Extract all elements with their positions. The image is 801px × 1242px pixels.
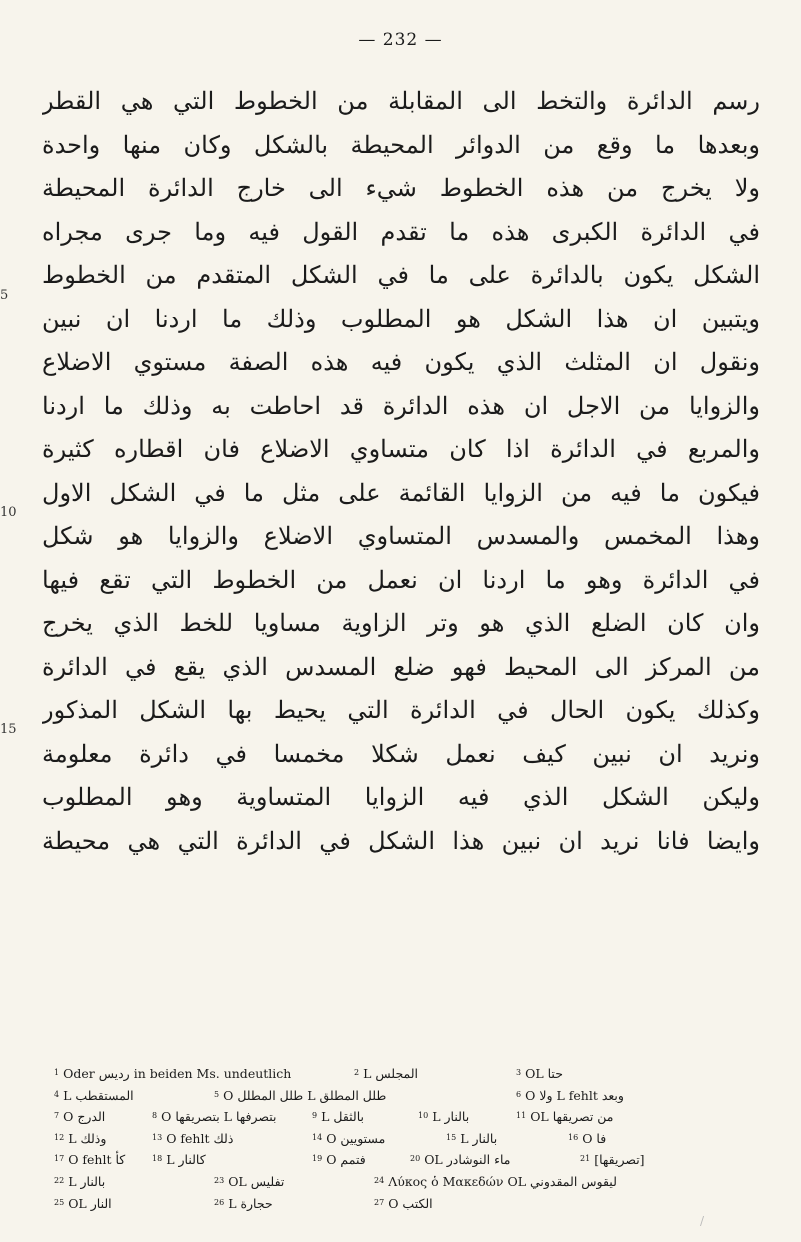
text-line: ﻓﻲ ﺍﻟﺪﺍﺋﺮﺓ ﺍﻟﻜﺒﺮﻯ ﻫﺬﻩ ﻣﺎ ﺗﻘﺪﻡ ﺍﻟﻘﻮﻝ ﻓﻴﻪ ﻭﻣﺎ ﺟﺮﻯ ﻣﺠﺮﺍﻩ bbox=[42, 217, 760, 246]
text-line: ﻭﺑﻌﺪﻫﺎ ﻣﺎ ﻭﻗﻊ ﻣﻦ ﺍﻟﺪﻭﺍﺋﺮ ﺍﻟﻤﺤﻴﻄﺔ ﺑﺎﻟﺸﻜﻞ ﻭﻛﺎﻥ ﻣﻨﻬﺎ ﻭﺍﺣﺪﺓ bbox=[42, 130, 760, 159]
footnote: $^{22}$ L ﺑﺎﻟﻨﺎﺭ bbox=[54, 1173, 106, 1189]
footnote: $^6$ O ﻭﻻ L fehlt ﻭﺑﻌﺪ bbox=[516, 1087, 624, 1103]
footnote: $^8$ O ﺑﺘﺼﺮﻳﻘﻬﺎ L ﺑﺘﺼﺮﻓﻬﺎ bbox=[152, 1109, 277, 1125]
footnote: $^{13}$ O fehlt ﺫﻟﻚ bbox=[152, 1130, 234, 1146]
footnote: $^{23}$ OL ﺗﻔﻠﻴﺲ bbox=[214, 1173, 285, 1189]
footnote: $^{11}$ OL ﻣﻦ ﺗﺼﺮﻳﻘﻬﺎ bbox=[516, 1109, 614, 1125]
footnote: $^9$ L ﺑﺎﻟﺜﻘﻞ bbox=[312, 1109, 365, 1125]
footnote: $^{26}$ L ﺣﺠﺎﺭﺓ bbox=[214, 1195, 273, 1211]
text-line: ﻭﻻ ﻳﺨﺮﺝ ﻣﻦ ﻫﺬﻩ ﺍﻟﺨﻄﻮﻁ ﺷﻲﺀ ﺍﻟﻰ ﺧﺎﺭﺝ ﺍﻟﺪﺍﺋﺮﺓ ﺍﻟﻤﺤﻴﻄﺔ bbox=[42, 174, 760, 202]
footnote-row bbox=[54, 1085, 764, 1107]
footnote-row bbox=[54, 1128, 764, 1150]
arabic-main-text bbox=[42, 80, 760, 863]
footnote: $^{19}$ O ﻓﺘﻤﻢ bbox=[312, 1152, 366, 1168]
text-line: ﻓﻲ ﺍﻟﺪﺍﺋﺮﺓ ﻭﻫﻮ ﻣﺎ ﺍﺭﺩﻧﺎ ﺍﻥ ﻧﻌﻤﻞ ﻣﻦ ﺍﻟﺨﻄﻮﻁ ﺍﻟﺘﻲ ﺗﻘﻊ ﻓﻴﻬﺎ bbox=[42, 565, 760, 594]
footnote: $^{15}$ L ﺑﺎﻟﻨﺎﺭ bbox=[446, 1130, 498, 1146]
footnote: $^{20}$ OL ﻣﺎﺀ ﺍﻟﻨﻮﺷﺎﺩﺭ bbox=[410, 1152, 511, 1168]
text-line: ﻭﺍﻟﺰﻭﺍﻳﺎ ﻣﻦ ﺍﻻﺟﻞ ﺍﻥ ﻫﺬﻩ ﺍﻟﺪﺍﺋﺮﺓ ﻗﺪ ﺍﺣﺎﻃﺖ ﺑﻪ ﻭﺫﻟﻚ ﻣﺎ ﺍﺭﺩﻧﺎ bbox=[42, 391, 760, 420]
footnote-row bbox=[54, 1171, 764, 1193]
text-line: ﻭﻟﻴﻜﻦ ﺍﻟﺸﻜﻞ ﺍﻟﺬﻱ ﻓﻴﻪ ﺍﻟﺰﻭﺍﻳﺎ ﺍﻟﻤﺘﺴﺎﻭﻳﺔ ﻭﻫﻮ ﺍﻟﻤﻄﻠﻮﺏ bbox=[42, 783, 760, 811]
text-line: ﺍﻟﺸﻜﻞ ﻳﻜﻮﻥ ﺑﺎﻟﺪﺍﺋﺮﺓ ﻋﻠﻰ ﻣﺎ ﻓﻲ ﺍﻟﺸﻜﻞ ﺍﻟﻤﺘﻘﺪﻡ ﻣﻦ ﺍﻟﺨﻄﻮﻁ bbox=[42, 261, 760, 289]
footnote: $^7$ O ﺍﻟﺪﺭﺝ bbox=[54, 1109, 106, 1125]
text-line: ﻓﻴﻜﻮﻥ ﻣﺎ ﻓﻴﻪ ﻣﻦ ﺍﻟﺰﻭﺍﻳﺎ ﺍﻟﻘﺎﺋﻤﺔ ﻋﻠﻰ ﻣﺜﻞ ﻣﺎ ﻓﻲ ﺍﻟﺸﻜﻞ ﺍﻻﻭﻝ bbox=[42, 478, 760, 507]
footnote: $^{24}$ Λύκος ὁ Μακεδών OL ﻟﻴﻘﻮﺱ ﺍﻟﻤﻘﺪﻭﻧﻲ bbox=[374, 1173, 617, 1189]
text-line: ﻭﻧﺮﻳﺪ ﺍﻥ ﻧﺒﻴﻦ ﻛﻴﻒ ﻧﻌﻤﻞ ﺷﻜﻼ ﻣﺨﻤﺴﺎ ﻓﻲ ﺩﺍﺋﺮﺓ ﻣﻌﻠﻮﻣﺔ bbox=[42, 739, 760, 768]
text-line: ﻭﻫﺬﺍ ﺍﻟﻤﺨﻤﺲ ﻭﺍﻟﻤﺴﺪﺱ ﺍﻟﻤﺘﺴﺎﻭﻱ ﺍﻻﺿﻼﻉ ﻭﺍﻟﺰﻭﺍﻳﺎ ﻫﻮ ﺷﻜﻞ bbox=[42, 522, 760, 550]
footnotes bbox=[54, 1063, 764, 1214]
text-line: ﻭﺍﻳﻀﺎ ﻓﺎﻧﺎ ﻧﺮﻳﺪ ﺍﻥ ﻧﺒﻴﻦ ﻫﺬﺍ ﺍﻟﺸﻜﻞ ﻓﻲ ﺍﻟﺪﺍﺋﺮﺓ ﺍﻟﺘﻲ ﻫﻲ ﻣﺤﻴﻄﺔ bbox=[42, 826, 760, 855]
text-line: ﻭﻳﺘﺒﻴﻦ ﺍﻥ ﻫﺬﺍ ﺍﻟﺸﻜﻞ ﻫﻮ ﺍﻟﻤﻄﻠﻮﺏ ﻭﺫﻟﻚ ﻣﺎ ﺍﺭﺩﻧﺎ ﺍﻥ ﻧﺒﻴﻦ bbox=[42, 304, 760, 333]
footnote: $^{14}$ O ﻣﺴﺘﻮﻳﻴﻦ bbox=[312, 1130, 386, 1146]
text-line: ﻭﺍﻟﻤﺮﺑﻊ ﻓﻲ ﺍﻟﺪﺍﺋﺮﺓ ﺍﺫﺍ ﻛﺎﻥ ﻣﺘﺴﺎﻭﻱ ﺍﻻﺿﻼﻉ ﻓﺎﻥ ﺍﻗﻄﺎﺭﻩ ﻛﺜﻴﺮﺓ bbox=[42, 435, 760, 463]
footnote: $^{17}$ O fehlt ﻛﺄ bbox=[54, 1152, 126, 1168]
text-line: ﻣﻦ ﺍﻟﻤﺮﻛﺰ ﺍﻟﻰ ﺍﻟﻤﺤﻴﻂ ﻓﻬﻮ ﺿﻠﻊ ﺍﻟﻤﺴﺪﺱ ﺍﻟﺬﻱ ﻳﻘﻊ ﻓﻲ ﺍﻟﺪﺍﺋﺮﺓ bbox=[42, 652, 760, 681]
scan-mark: / bbox=[700, 1214, 705, 1228]
footnote: $^{16}$ O ﻓﺎ bbox=[568, 1130, 607, 1146]
text-line: ﻭﻧﻘﻮﻝ ﺍﻥ ﺍﻟﻤﺜﻠﺚ ﺍﻟﺬﻱ ﻳﻜﻮﻥ ﻓﻴﻪ ﻫﺬﻩ ﺍﻟﺼﻔﺔ ﻣﺴﺘﻮﻱ ﺍﻻﺿﻼﻉ bbox=[42, 348, 760, 376]
text-line: ﻭﺍﻥ ﻛﺎﻥ ﺍﻟﻀﻠﻊ ﺍﻟﺬﻱ ﻫﻮ ﻭﺗﺮ ﺍﻟﺰﺍﻭﻳﺔ ﻣﺴﺎﻭﻳﺎ ﻟﻠﺨﻂ ﺍﻟﺬﻱ ﻳﺨﺮﺝ bbox=[42, 609, 760, 637]
footnote-row bbox=[54, 1106, 764, 1128]
line-number-15: 15 bbox=[0, 722, 17, 737]
text-line: ﺭﺳﻢ ﺍﻟﺪﺍﺋﺮﺓ ﻭﺍﻟﺘﺨﻂ ﺍﻟﻰ ﺍﻟﻤﻘﺎﺑﻠﺔ ﻣﻦ ﺍﻟﺨﻄﻮﻁ ﺍﻟﺘﻲ ﻫﻲ ﺍﻟﻘﻄﺮ bbox=[42, 87, 760, 115]
footnote: $^{10}$ L ﺑﺎﻟﻨﺎﺭ bbox=[418, 1109, 470, 1125]
footnote: $^4$ L ﺍﻟﻤﺴﺘﻘﻄﺐ bbox=[54, 1087, 134, 1103]
footnote-row bbox=[54, 1063, 764, 1085]
footnote: $^5$ O ﻃﻠﻞ ﺍﻟﻤﻄﻠﻞ L ﻃﻠﻞ ﺍﻟﻤﻄﻠﻖ bbox=[214, 1087, 387, 1103]
footnote: $^{25}$ OL ﺍﻟﻨﺎﺭ bbox=[54, 1195, 112, 1211]
footnote: $^{27}$ O ﺍﻟﻜﺘﺐ bbox=[374, 1195, 433, 1211]
footnote: $^1$ Oder ﺭﺩﻳﺲ in beiden Ms. undeutlich bbox=[54, 1066, 292, 1081]
footnote: $^{18}$ L ﻛﺎﻟﻨﺎﺭ bbox=[152, 1152, 206, 1168]
line-number-10: 10 bbox=[0, 505, 17, 520]
footnote: $^2$ L ﺍﻟﻤﺠﻠﺲ bbox=[354, 1066, 419, 1081]
footnote-row bbox=[54, 1193, 764, 1215]
footnote-row bbox=[54, 1149, 764, 1171]
footnote: $^{21}$ [ﺗﺼﺮﻳﻘﻬﺎ] bbox=[580, 1152, 645, 1168]
footnote: $^{12}$ L ﻭﺫﻟﻚ bbox=[54, 1130, 107, 1146]
text-line: ﻭﻛﺬﻟﻚ ﻳﻜﻮﻥ ﺍﻟﺤﺎﻝ ﻓﻲ ﺍﻟﺪﺍﺋﺮﺓ ﺍﻟﺘﻲ ﻳﺤﻴﻂ ﺑﻬﺎ ﺍﻟﺸﻜﻞ ﺍﻟﻤﺬﻛﻮﺭ bbox=[42, 696, 760, 724]
page-number: — 232 — bbox=[358, 30, 443, 50]
line-number-5: 5 bbox=[0, 288, 9, 303]
footnote: $^3$ OL ﺣﺘﺎ bbox=[516, 1066, 563, 1081]
